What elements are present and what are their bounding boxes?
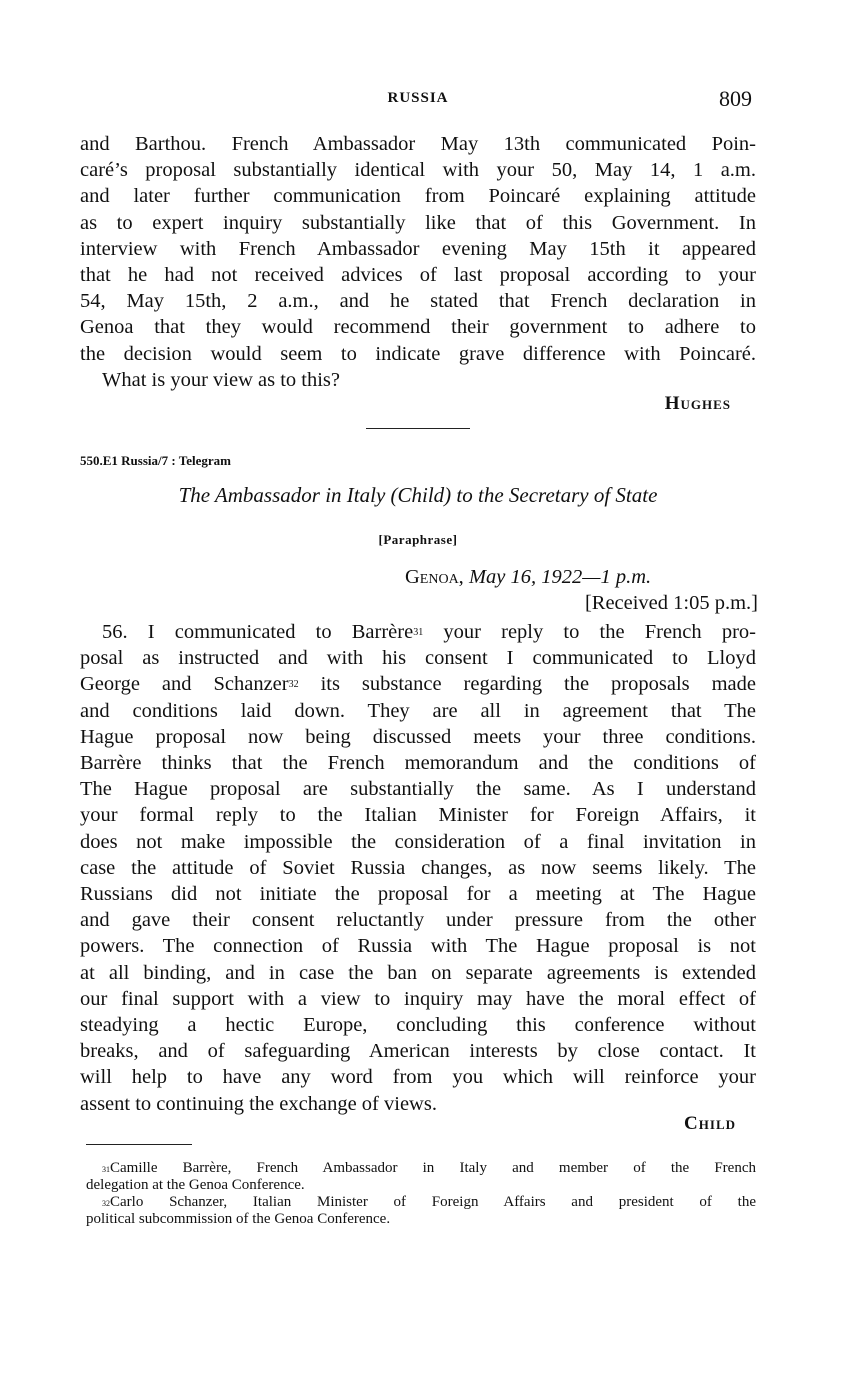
footnote-32 <box>86 1194 756 1228</box>
file-reference: 550.E1 Russia/7 : Telegram <box>80 453 231 468</box>
telegram-1-closing-paragraph <box>80 131 756 393</box>
page-number: 809 <box>719 86 752 111</box>
text-line: Russians did not initiate the proposal for a meeting at The Hague <box>80 883 756 906</box>
footnote-line <box>86 1160 756 1177</box>
dateline-date: May 16, 1922—1 p.m. <box>468 566 652 588</box>
text-line <box>80 671 756 697</box>
text-line: interview with French Ambassador evening May 15th it appeared <box>80 237 756 260</box>
text-line: powers. The connection of Russia with The Hague proposal is not <box>80 935 756 958</box>
text-line: caré’s proposal substantially identical with your 50, May 14, 1 a.m. <box>80 159 756 182</box>
document-title: The Ambassador in Italy (Child) to the Secretary of State <box>178 483 658 507</box>
text-line: Hague proposal now being discussed meets your three conditions. <box>80 725 756 748</box>
text-line: posal as instructed and with his consent I communicated to Lloyd <box>80 647 756 670</box>
text-line: will help to have any word from you which will reinforce your <box>80 1066 756 1089</box>
received-time: [Received 1:05 p.m.] <box>584 592 758 614</box>
text-line: does not make impossible the consideration of a final invitation in <box>80 830 756 853</box>
section-divider <box>366 428 470 429</box>
text-line <box>80 619 756 645</box>
text-line: as to expert inquiry substantially like that of this Government. In <box>80 211 756 234</box>
text-line: our final support with a view to inquiry may have the moral effect of <box>80 987 756 1010</box>
footnote-divider <box>86 1144 192 1145</box>
dateline <box>405 566 651 589</box>
text-line: Genoa that they would recommend their government to adhere to <box>80 316 756 339</box>
text-line: assent to continuing the exchange of views. <box>80 1092 437 1115</box>
text-line: Barrère thinks that the French memorandum and the conditions of <box>80 752 756 775</box>
text-line: the decision would seem to indicate grave difference with Poincaré. <box>80 342 756 365</box>
text-line: case the attitude of Soviet Russia changes, as now seems likely. The <box>80 856 756 879</box>
text-line: and gave their consent reluctantly under pressure from the other <box>80 909 756 932</box>
text-line: 54, May 15th, 2 a.m., and he stated that French declaration in <box>80 290 756 313</box>
text-segment: 56. I communicated to Barrère <box>102 621 414 643</box>
text-segment: your reply to the French pro- <box>423 621 756 643</box>
footnote-mark: 31 <box>102 1165 110 1174</box>
footnotes <box>86 1160 756 1228</box>
text-segment: George and Schanzer <box>80 673 289 696</box>
running-head <box>80 86 756 114</box>
text-line: The Hague proposal are substantially the same. As I understand <box>80 778 756 801</box>
footnote-text: delegation at the Genoa Conference. <box>86 1177 305 1193</box>
text-line: that he had not received advices of last proposal according to your <box>80 264 756 287</box>
footnote-mark: 32 <box>102 1199 110 1208</box>
text-line: and later further communication from Poincaré explaining attitude <box>80 185 756 208</box>
footnote-text: Camille Barrère, French Ambassador in Italy and member of the French <box>110 1160 756 1176</box>
text-line: your formal reply to the Italian Minister for Foreign Affairs, it <box>80 804 756 827</box>
footnote-text: political subcommission of the Genoa Conference. <box>86 1211 391 1227</box>
text-segment: its substance regarding the proposals made <box>298 673 756 696</box>
text-line: What is your view as to this? <box>102 368 340 391</box>
signature-hughes: Hughes <box>664 393 731 414</box>
dateline-place: Genoa, <box>405 566 464 588</box>
text-line: steadying a hectic Europe, concluding this conference without <box>80 1014 756 1037</box>
footnote-line <box>86 1194 756 1211</box>
running-title: RUSSIA <box>387 90 449 106</box>
footnote-ref-31[interactable]: 31 <box>413 627 424 638</box>
text-line: breaks, and of safeguarding American interests by close contact. It <box>80 1040 756 1063</box>
footnote-text: Carlo Schanzer, Italian Minister of Foreign Affairs and president of the <box>110 1194 756 1210</box>
footnote-ref-32[interactable]: 32 <box>288 679 299 691</box>
text-line: at all binding, and in case the ban on separate agreements is extended <box>80 961 756 984</box>
text-line: and conditions laid down. They are all in agreement that The <box>80 699 756 722</box>
telegram-2-body <box>80 619 756 1117</box>
signature-child: Child <box>684 1113 736 1134</box>
footnote-31 <box>86 1160 756 1194</box>
text-line: and Barthou. French Ambassador May 13th communicated Poin- <box>80 133 756 155</box>
paraphrase-note: [Paraphrase] <box>378 532 458 547</box>
